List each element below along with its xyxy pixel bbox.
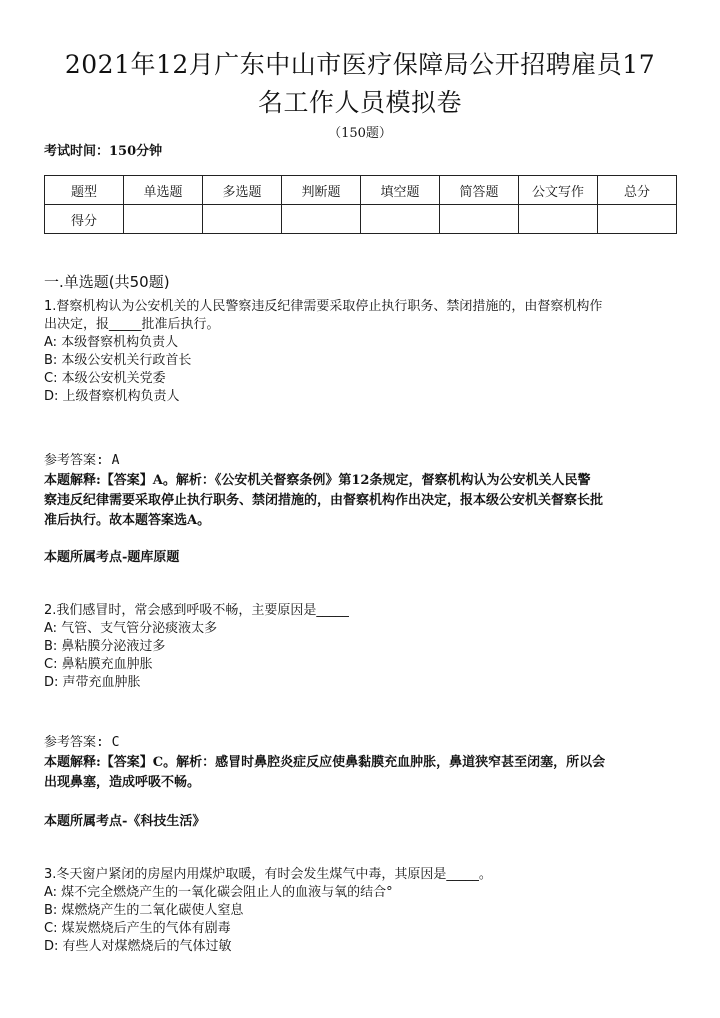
header-cell: 题型 (45, 176, 124, 205)
question-count: （150题） (328, 126, 392, 141)
option-c: C: 鼻粘膜充血肿胀 (44, 657, 153, 672)
score-cell (361, 205, 440, 234)
explanation: 出现鼻塞，造成呼吸不畅。 (44, 775, 201, 790)
header-cell: 多选题 (203, 176, 282, 205)
question-2 (44, 602, 674, 692)
option-d: D: 有些人对煤燃烧后的气体过敏 (44, 939, 232, 954)
reference-answer: 参考答案: C (44, 735, 120, 750)
question-1 (44, 298, 674, 406)
document-title (30, 46, 690, 122)
option-d: D: 声带充血肿胀 (44, 675, 141, 690)
knowledge-point: 本题所属考点-《科技生活》 (44, 814, 206, 829)
header-cell: 总分 (598, 176, 677, 205)
option-c: C: 煤炭燃烧后产生的气体有剧毒 (44, 921, 231, 936)
score-cell (203, 205, 282, 234)
score-table (44, 175, 677, 234)
option-c: C: 本级公安机关党委 (44, 371, 166, 386)
answer-block-2 (44, 733, 674, 793)
explanation: 察违反纪律需要采取停止执行职务、禁闭措施的，由督察机构作出决定，报本级公安机关督察长批 (44, 493, 604, 508)
section-title: 一.单选题(共50题) (44, 273, 170, 291)
score-cell (598, 205, 677, 234)
score-cell (282, 205, 361, 234)
option-b: B: 鼻粘膜分泌液过多 (44, 639, 166, 654)
explanation: 本题解释:【答案】C。解析：感冒时鼻腔炎症反应使鼻黏膜充血肿胀，鼻道狭窄甚至闭塞，所以会 (44, 755, 606, 770)
score-cell (440, 205, 519, 234)
header-cell: 判断题 (282, 176, 361, 205)
header-cell: 填空题 (361, 176, 440, 205)
title-line-1: 2021年12月广东中山市医疗保障局公开招聘雇员17 (64, 50, 656, 79)
explanation: 本题解释:【答案】A。解析：《公安机关督察条例》第12条规定，督察机构认为公安机关人民警 (44, 473, 591, 488)
explanation: 准后执行。故本题答案选A。 (44, 513, 211, 528)
question-stem: 3.冬天窗户紧闭的房屋内用煤炉取暖，有时会发生煤气中毒，其原因是_____。 (44, 867, 492, 882)
score-table-header-row (45, 176, 677, 205)
score-cell (124, 205, 203, 234)
option-d: D: 上级督察机构负责人 (44, 389, 180, 404)
question-stem: 出决定，报_____批准后执行。 (44, 317, 220, 332)
header-cell: 公文写作 (519, 176, 598, 205)
answer-block-1 (44, 451, 674, 531)
header-cell: 单选题 (124, 176, 203, 205)
option-b: B: 煤燃烧产生的二氧化碳使人窒息 (44, 903, 244, 918)
exam-time: 考试时间：150分钟 (44, 144, 163, 159)
title-line-2: 名工作人员模拟卷 (257, 88, 462, 117)
score-cell (519, 205, 598, 234)
knowledge-point: 本题所属考点-题库原题 (44, 550, 180, 565)
reference-answer: 参考答案: A (44, 453, 120, 468)
option-a: A: 气管、支气管分泌痰液太多 (44, 621, 218, 636)
header-cell: 简答题 (440, 176, 519, 205)
option-b: B: 本级公安机关行政首长 (44, 353, 192, 368)
option-a: A: 本级督察机构负责人 (44, 335, 179, 350)
question-stem: 2.我们感冒时，常会感到呼吸不畅，主要原因是_____ (44, 603, 349, 618)
option-a: A: 煤不完全燃烧产生的一氧化碳会阻止人的血液与氧的结合° (44, 885, 393, 900)
score-row-label: 得分 (45, 205, 124, 234)
score-table-score-row (45, 205, 677, 234)
question-3 (44, 866, 674, 956)
question-stem: 1.督察机构认为公安机关的人民警察违反纪律需要采取停止执行职务、禁闭措施的，由督察机构作 (44, 299, 603, 314)
